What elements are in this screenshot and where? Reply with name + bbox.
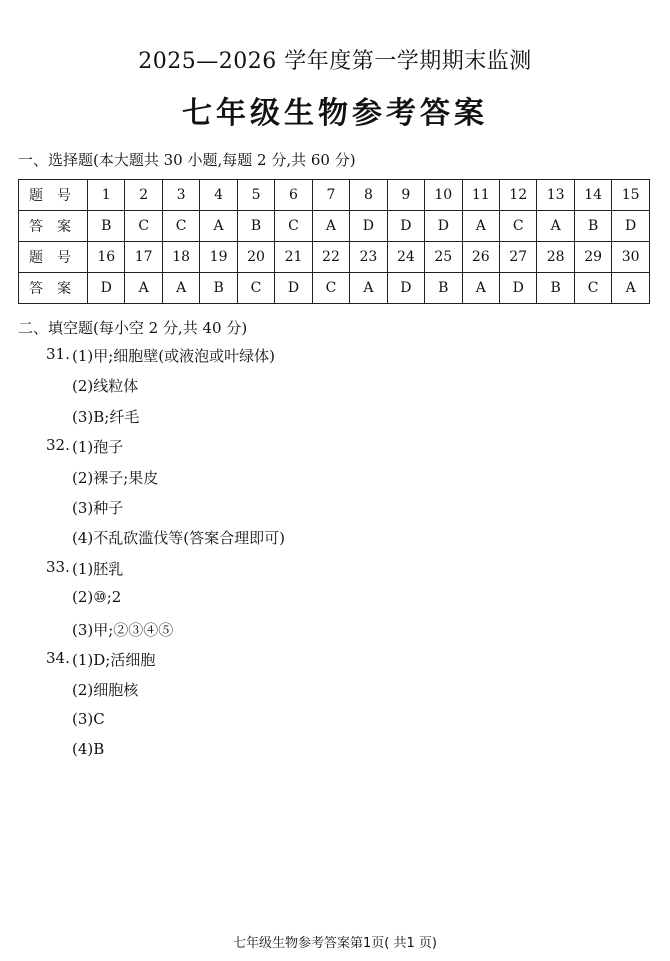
table-cell: C bbox=[125, 211, 162, 242]
table-cell: 20 bbox=[237, 242, 274, 273]
table-cell: 21 bbox=[275, 242, 312, 273]
answer-part: (3)种子 bbox=[72, 499, 124, 517]
table-cell: 10 bbox=[425, 180, 462, 211]
table-cell: 18 bbox=[162, 242, 199, 273]
table-cell: 13 bbox=[537, 180, 574, 211]
table-cell: D bbox=[275, 273, 312, 304]
table-cell: 5 bbox=[237, 180, 274, 211]
answer-part: (3)甲;②③④⑤ bbox=[72, 620, 174, 639]
table-cell: C bbox=[312, 273, 349, 304]
table-cell: 9 bbox=[387, 180, 424, 211]
answer-part: (3)B;纤毛 bbox=[72, 407, 140, 426]
table-cell: 1 bbox=[88, 180, 125, 211]
question-number: 32. bbox=[46, 436, 70, 455]
table-cell: C bbox=[499, 211, 536, 242]
table-cell: 29 bbox=[574, 242, 611, 273]
table-cell: 14 bbox=[574, 180, 611, 211]
answer-part: (3)C bbox=[72, 709, 105, 728]
table-cell: 25 bbox=[425, 242, 462, 273]
answer-part: (2)细胞核 bbox=[72, 681, 139, 700]
section-fill-title: 二、填空题(每小空 2 分,共 40 分) bbox=[18, 319, 248, 337]
table-cell: 27 bbox=[499, 242, 536, 273]
table-cell: 7 bbox=[312, 180, 349, 211]
exam-period-title: 2025—2026 学年度第一学期期末监测 bbox=[138, 49, 532, 74]
section-choice-title: 一、选择题(本大题共 30 小题,每题 2 分,共 60 分) bbox=[18, 151, 356, 169]
table-cell: A bbox=[350, 273, 387, 304]
table-cell: D bbox=[425, 211, 462, 242]
table-cell: D bbox=[387, 211, 424, 242]
answer-part: (2)⑩;2 bbox=[72, 588, 122, 607]
table-cell: 3 bbox=[162, 180, 199, 211]
answer-part: (1)孢子 bbox=[72, 438, 124, 457]
table-cell: A bbox=[162, 273, 199, 304]
table-cell: B bbox=[88, 211, 125, 242]
answer-part: (1)D;活细胞 bbox=[72, 651, 156, 669]
table-cell: 26 bbox=[462, 242, 499, 273]
answer-table bbox=[18, 179, 650, 304]
table-cell: D bbox=[387, 273, 424, 304]
table-cell: A bbox=[200, 211, 237, 242]
table-cell: C bbox=[237, 273, 274, 304]
table-cell: B bbox=[425, 273, 462, 304]
table-cell: 16 bbox=[88, 242, 125, 273]
table-cell: D bbox=[350, 211, 387, 242]
table-cell: A bbox=[462, 211, 499, 242]
table-cell: 6 bbox=[275, 180, 312, 211]
table-cell: 8 bbox=[350, 180, 387, 211]
table-cell: D bbox=[612, 211, 650, 242]
answer-part: (2)线粒体 bbox=[72, 377, 139, 396]
table-cell: 30 bbox=[612, 242, 650, 273]
question-number: 31. bbox=[46, 345, 70, 363]
table-cell: 15 bbox=[612, 180, 650, 211]
table-cell: 24 bbox=[387, 242, 424, 273]
table-cell: A bbox=[537, 211, 574, 242]
table-cell: 4 bbox=[200, 180, 237, 211]
table-cell: C bbox=[162, 211, 199, 242]
table-cell: A bbox=[125, 273, 162, 304]
table-cell: B bbox=[200, 273, 237, 304]
table-cell: B bbox=[537, 273, 574, 304]
table-cell: B bbox=[574, 211, 611, 242]
answer-part: (4)B bbox=[72, 740, 105, 759]
table-cell: A bbox=[612, 273, 650, 304]
table-cell: 22 bbox=[312, 242, 349, 273]
table-row bbox=[19, 242, 650, 273]
table-cell: D bbox=[499, 273, 536, 304]
row-label: 答案 bbox=[19, 211, 88, 242]
answer-part: (1)胚乳 bbox=[72, 559, 124, 578]
table-row bbox=[19, 211, 650, 242]
table-cell: 17 bbox=[125, 242, 162, 273]
answer-part: (2)裸子;果皮 bbox=[72, 468, 159, 487]
page-footer: 七年级生物参考答案第1页( 共1 页) bbox=[233, 936, 437, 951]
table-cell: 19 bbox=[200, 242, 237, 273]
answer-part: (4)不乱砍滥伐等(答案合理即可) bbox=[72, 529, 285, 548]
row-label: 题号 bbox=[19, 180, 88, 211]
table-cell: 23 bbox=[350, 242, 387, 273]
table-row bbox=[19, 273, 650, 304]
table-cell: 12 bbox=[499, 180, 536, 211]
row-label: 答案 bbox=[19, 273, 88, 304]
table-cell: A bbox=[312, 211, 349, 242]
table-row bbox=[19, 180, 650, 211]
row-label: 题号 bbox=[19, 242, 88, 273]
table-cell: D bbox=[88, 273, 125, 304]
table-cell: 2 bbox=[125, 180, 162, 211]
document-title: 七年级生物参考答案 bbox=[182, 96, 488, 131]
answer-part: (1)甲;细胞壁(或液泡或叶绿体) bbox=[72, 347, 276, 365]
question-number: 34. bbox=[46, 649, 70, 667]
question-number: 33. bbox=[46, 557, 70, 576]
table-cell: 28 bbox=[537, 242, 574, 273]
table-cell: B bbox=[237, 211, 274, 242]
table-cell: 11 bbox=[462, 180, 499, 211]
table-cell: A bbox=[462, 273, 499, 304]
table-cell: C bbox=[574, 273, 611, 304]
table-cell: C bbox=[275, 211, 312, 242]
